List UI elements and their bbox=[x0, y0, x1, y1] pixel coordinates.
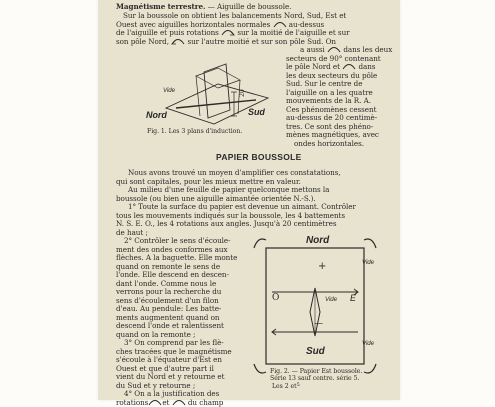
left-col-line: ches tracées que le magnétisme bbox=[116, 348, 232, 357]
corner-rotation-bl bbox=[254, 364, 266, 373]
rotation-glyph bbox=[342, 63, 356, 69]
fig2-plus: + bbox=[318, 263, 326, 272]
corner-rotation-tl bbox=[254, 239, 266, 248]
corner-rotation-tr bbox=[364, 239, 376, 248]
fig1-caption: Fig. 1. Les 3 plans d'induction. bbox=[147, 128, 242, 137]
fig2-label-e: E bbox=[350, 294, 356, 303]
left-col-line: 4° On a la justification des bbox=[124, 390, 219, 399]
left-col-line: quand on remonte le sens de bbox=[116, 263, 220, 272]
intro-line: Sur la boussole on obtient les balancements Nord, Sud, Est et bbox=[123, 12, 346, 21]
fig2-caption-line: Fig. 2. — Papier Est boussole. bbox=[270, 368, 362, 377]
fig2-caption-line: Série 13 sauf centre. série 5. bbox=[270, 375, 359, 384]
para2-line: tous les mouvements indiqués sur la boussole, les 4 battements bbox=[116, 212, 345, 221]
left-col-line: descend l'onde et ralentissent bbox=[116, 322, 224, 331]
left-col-line: du Sud et y retourne ; bbox=[116, 382, 195, 391]
left-col-line: ments augmentent quand on bbox=[116, 314, 219, 323]
arc-glyph bbox=[273, 21, 287, 27]
left-col-line: 3° On comprend par les flè- bbox=[124, 339, 224, 348]
fig2-label-nord: Nord bbox=[306, 237, 329, 246]
left-col-line: 2° Contrôler le sens d'écoule- bbox=[124, 237, 231, 246]
rotation-glyph bbox=[172, 399, 186, 405]
fig1-label-vide: Vide bbox=[163, 87, 175, 96]
left-col-line: rotations et du champ bbox=[116, 399, 223, 407]
para1-line: Au milieu d'une feuille de papier quelconque mettons la bbox=[128, 186, 329, 195]
para1-line: Nous avons trouvé un moyen d'amplifier ces constatations, bbox=[128, 169, 341, 178]
left-col-line: d'eau. Au pendule: Les batte- bbox=[116, 305, 221, 314]
left-col-line: sens d'écoulement d'un filon bbox=[116, 297, 219, 306]
fig2-label-vide-bottom: Vide bbox=[362, 340, 374, 349]
right-col-line: Ces phénomènes cessent bbox=[286, 106, 376, 115]
fig2-label-o: O bbox=[272, 294, 279, 303]
left-col-line: vient du Nord et y retourne et bbox=[116, 373, 224, 382]
intro-line: Ouest avec aiguilles horizontales normales au-dessus bbox=[116, 21, 324, 30]
left-col-line: verrons pour la recherche du bbox=[116, 288, 221, 297]
rotation-glyph bbox=[148, 399, 162, 405]
para1-line: qui sont capitales, pour les mieux mettre en valeur. bbox=[116, 178, 301, 187]
rotation-glyph bbox=[327, 46, 341, 52]
fig1-label-sud: Sud bbox=[248, 108, 265, 117]
para2-line: de haut ; bbox=[116, 229, 148, 238]
right-col-line: secteurs de 90° contenant bbox=[286, 55, 381, 64]
book-page bbox=[98, 0, 400, 400]
left-col-line: dant l'onde. Comme nous le bbox=[116, 280, 216, 289]
fig1-label-nord: Nord bbox=[146, 111, 167, 120]
left-col-line: Ouest et que d'autre part il bbox=[116, 365, 214, 374]
section-title: PAPIER BOUSSOLE bbox=[216, 153, 302, 162]
right-col-line: mouvements de la R. A. bbox=[286, 97, 371, 106]
intro-line: de l'aiguille et puis rotations sur la moitié de l'aiguille et sur bbox=[116, 29, 350, 38]
left-col-line: flèches. A la baguette. Elle monte bbox=[116, 254, 237, 263]
right-col-line: au-dessus de 20 centimè- bbox=[286, 114, 377, 123]
rotation-glyph bbox=[171, 38, 185, 44]
rotation-glyph bbox=[221, 29, 235, 35]
left-col-line: ment des ondes conformes aux bbox=[116, 246, 228, 255]
left-col-line: quand on la remonte ; bbox=[116, 331, 195, 340]
para1-line: boussole (ou bien une aiguille aimantée orientée N.-S.). bbox=[116, 195, 316, 204]
left-col-line: s'écoule à l'équateur d'Est en bbox=[116, 356, 222, 365]
needle bbox=[176, 100, 256, 108]
right-col-line: Sud. Sur le centre de bbox=[286, 80, 362, 89]
para2-line: N. S. E. O., les 4 rotations aux angles. Jusqu'à 20 centimètres bbox=[116, 220, 336, 229]
right-col-line: l'aiguille on a les quatre bbox=[286, 89, 373, 98]
heading-line: Magnétisme terrestre. — Aiguille de boussole. bbox=[116, 3, 291, 12]
fig2-label-sud: Sud bbox=[306, 348, 325, 357]
fig2-minus: — bbox=[314, 320, 323, 329]
right-col-line: ondes horizontales. bbox=[294, 140, 364, 149]
intro-line: son pôle Nord, sur l'autre moitié et sur son pôle Sud. On bbox=[116, 38, 336, 47]
right-col-line: le pôle Nord et dans bbox=[286, 63, 375, 72]
right-col-line: les deux secteurs du pôle bbox=[286, 72, 377, 81]
right-col-line: mènes magnétiques, avec bbox=[286, 131, 379, 140]
left-col-line: l'onde. Elle descend en descen- bbox=[116, 271, 229, 280]
fig2-caption-line: Les 2 $et^5$ bbox=[272, 383, 300, 392]
fig1-label-20: 20 bbox=[239, 89, 248, 97]
right-col-line: a aussi dans les deux bbox=[300, 46, 392, 55]
fig2-label-vide-top: Vide bbox=[362, 259, 374, 268]
corner-rotation-br bbox=[364, 364, 376, 373]
right-col-line: tres. Ce sont des phéno- bbox=[286, 123, 373, 132]
oblique-plane bbox=[196, 68, 240, 88]
para2-line: 1° Toute la surface du papier est devenue un aimant. Contrôler bbox=[128, 203, 356, 212]
fig2-label-vide-center: Vide bbox=[325, 296, 337, 305]
